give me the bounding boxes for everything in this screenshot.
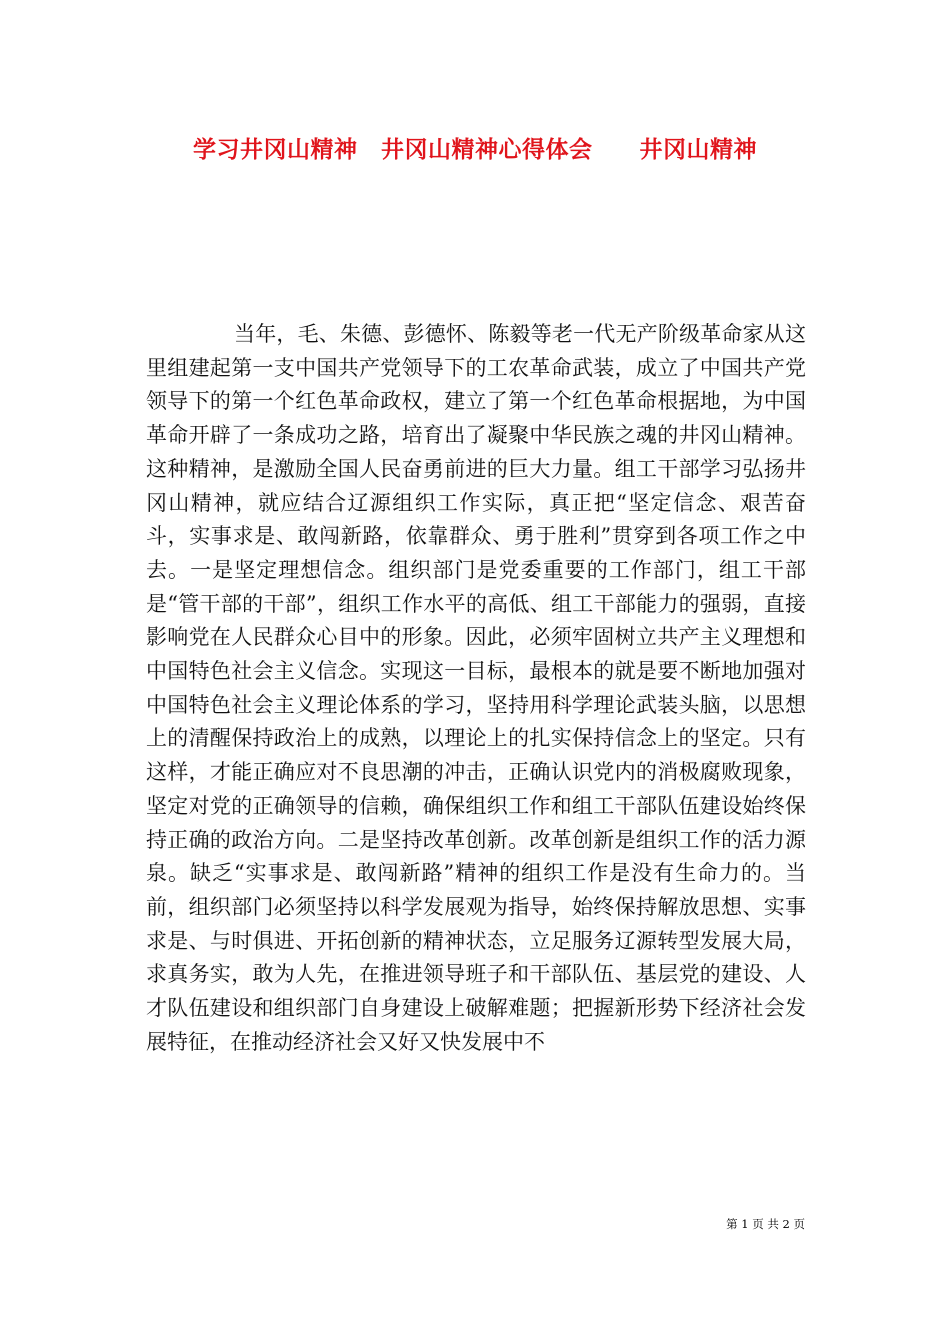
page-number-footer: 第 1 页 共 2 页: [726, 1217, 805, 1231]
body-paragraph: 当年，毛、朱德、彭德怀、陈毅等老一代无产阶级革命家从这里组建起第一支中国共产党领导下的工农革命武装，成立了中国共产党领导下的第一个红色革命政权，建立了第一个红色革命根据地，为中国革命开辟了一条成功之路，培育出了凝聚中华民族之魂的井冈山精神。这种精神，是激励全国人民奋勇前进的巨大力量。组工干部学习弘扬井冈山精神，就应结合辽源组织工作实际，真正把“坚定信念、艰苦奋斗，实事求是、敢闯新路，依靠群众、勇于胜利”贯穿到各项工作之中去。一是坚定理想信念。组织部门是党委重要的工作部门，组工干部是“管干部的干部”，组织工作水平的高低、组工干部能力的强弱，直接影响党在人民群众心目中的形象。因此，必须牢固树立共产主义理想和中国特色社会主义信念。实现这一目标，最根本的就是要不断地加强对中国特色社会主义理论体系的学习，坚持用科学理论武装头脑，以思想上的清醒保持政治上的成熟，以理论上的扎实保持信念上的坚定。只有这样，才能正确应对不良思潮的冲击，正确认识党内的消极腐败现象，坚定对党的正确领导的信赖，确保组织工作和组工干部队伍建设始终保持正确的政治方向。二是坚持改革创新。改革创新是组织工作的活力源泉。缺乏“实事求是、敢闯新路”精神的组织工作是没有生命力的。当前，组织部门必须坚持以科学发展观为指导，始终保持解放思想、实事求是、与时俱进、开拓创新的精神状态，立足服务辽源转型发展大局，求真务实，敢为人先，在推进领导班子和干部队伍、基层党的建设、人才队伍建设和组织部门自身建设上破解难题；把握新形势下经济社会发展特征，在推动经济社会又好又快发展中不: [146, 322, 806, 1054]
document-title: 学习井冈山精神 井冈山精神心得体会 井冈山精神: [193, 137, 757, 163]
